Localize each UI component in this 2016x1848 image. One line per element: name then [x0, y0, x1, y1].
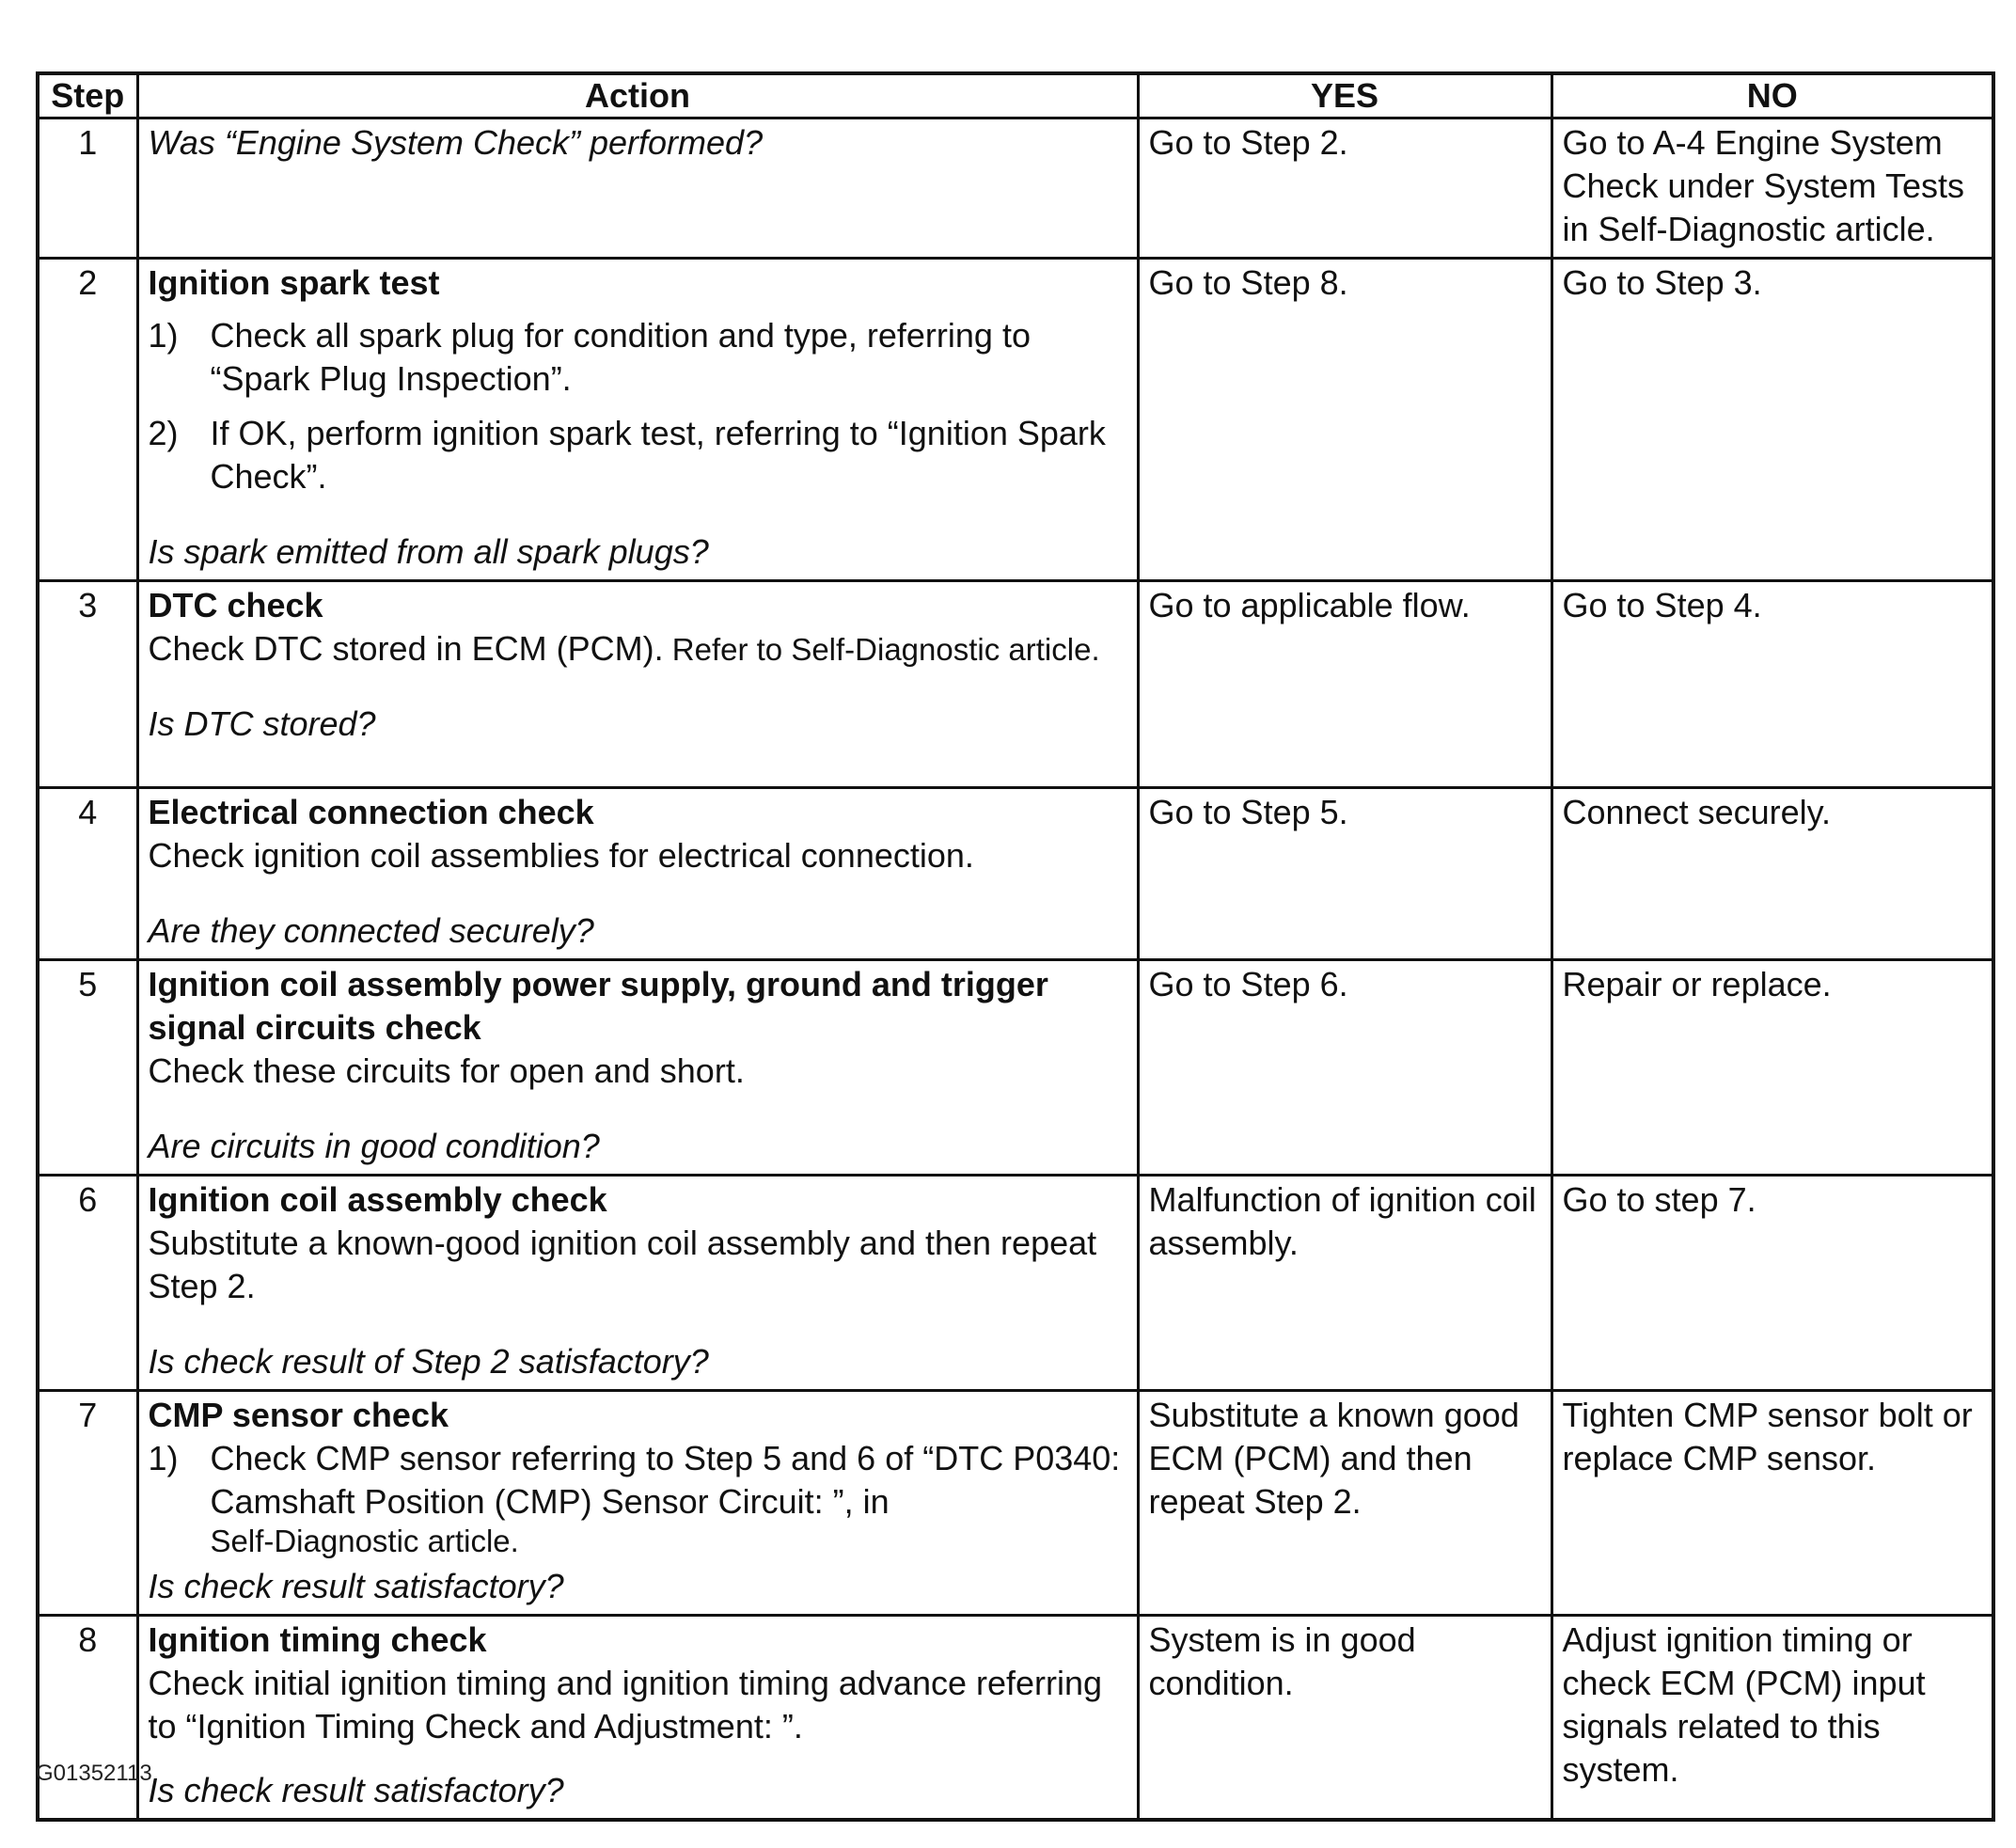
- header-step: Step: [38, 73, 137, 118]
- substep-number: 1): [148, 1439, 179, 1477]
- yes-cell: Go to Step 5.: [1138, 788, 1551, 960]
- action-substeps: [149, 1437, 1127, 1559]
- action-substeps: [149, 314, 1127, 498]
- action-question: Is check result satisfactory?: [148, 1567, 564, 1605]
- step-number: 1: [38, 118, 137, 259]
- no-cell: Go to Step 4.: [1551, 581, 1993, 788]
- table-row-step-4: [38, 788, 1993, 960]
- yes-cell: System is in good condition.: [1138, 1616, 1551, 1821]
- action-question: Is DTC stored?: [148, 704, 376, 743]
- table-row-step-8: [38, 1616, 1993, 1821]
- substep-number: 2): [148, 414, 179, 452]
- action-cell: [137, 581, 1138, 788]
- action-description: Check these circuits for open and short.: [148, 1051, 745, 1090]
- substep-number: 1): [148, 316, 179, 355]
- header-row: [38, 73, 1993, 118]
- no-cell: Tighten CMP sensor bolt or replace CMP sensor.: [1551, 1391, 1993, 1616]
- diagnostic-sheet: [36, 71, 1992, 1822]
- step-number: 6: [38, 1176, 137, 1391]
- yes-cell: Go to Step 8.: [1138, 259, 1551, 581]
- step-number: 7: [38, 1391, 137, 1616]
- substep-item: [149, 412, 1127, 498]
- table-row-step-1: [38, 118, 1993, 259]
- action-title: Ignition timing check: [148, 1620, 487, 1659]
- no-cell: Go to Step 3.: [1551, 259, 1993, 581]
- step-number: 2: [38, 259, 137, 581]
- substep-text: If OK, perform ignition spark test, referring to “Ignition Spark Check”.: [210, 414, 1106, 496]
- action-cell: [137, 259, 1138, 581]
- substep-text: Check all spark plug for condition and type, referring to “Spark Plug Inspection”.: [210, 316, 1031, 398]
- action-title: Electrical connection check: [148, 793, 594, 831]
- table-row-step-3: [38, 581, 1993, 788]
- figure-id: G01352113: [36, 1761, 152, 1786]
- action-question: Are circuits in good condition?: [148, 1127, 600, 1165]
- diagnostic-table: [36, 71, 1995, 1822]
- table-row-step-5: [38, 960, 1993, 1176]
- yes-cell: Go to applicable flow.: [1138, 581, 1551, 788]
- yes-cell: Go to Step 6.: [1138, 960, 1551, 1176]
- table-row-step-6: [38, 1176, 1993, 1391]
- action-question: Was “Engine System Check” performed?: [148, 123, 764, 162]
- no-cell: Connect securely.: [1551, 788, 1993, 960]
- action-title: Ignition spark test: [148, 263, 440, 302]
- action-question: Are they connected securely?: [148, 911, 594, 950]
- action-cell: [137, 118, 1138, 259]
- action-question: Is check result satisfactory?: [148, 1771, 564, 1809]
- action-title: Ignition coil assembly check: [148, 1180, 607, 1219]
- yes-cell: Substitute a known good ECM (PCM) and then repeat Step 2.: [1138, 1391, 1551, 1616]
- table-row-step-2: [38, 259, 1993, 581]
- action-cell: [137, 960, 1138, 1176]
- step-number: 3: [38, 581, 137, 788]
- action-title: CMP sensor check: [148, 1396, 449, 1434]
- action-cell: [137, 788, 1138, 960]
- table-row-step-7: [38, 1391, 1993, 1616]
- yes-cell: Malfunction of ignition coil assembly.: [1138, 1176, 1551, 1391]
- description-main: Check DTC stored in ECM (PCM).: [148, 629, 664, 668]
- substep-reference: Self-Diagnostic article.: [210, 1524, 519, 1558]
- action-cell: [137, 1176, 1138, 1391]
- substep-item: [149, 1437, 1127, 1559]
- action-question: Is spark emitted from all spark plugs?: [148, 532, 709, 571]
- substep-item: [149, 314, 1127, 401]
- action-cell: [137, 1616, 1138, 1821]
- description-reference: Refer to Self-Diagnostic article.: [663, 632, 1100, 667]
- action-description: Check initial ignition timing and ignition timing advance referring to “Ignition Timing Check and Adjustment: ”.: [148, 1664, 1103, 1745]
- no-cell: Repair or replace.: [1551, 960, 1993, 1176]
- action-title: Ignition coil assembly power supply, ground and trigger signal circuits check: [148, 965, 1048, 1047]
- action-title: DTC check: [148, 586, 323, 624]
- action-description: Substitute a known-good ignition coil assembly and then repeat Step 2.: [148, 1224, 1097, 1305]
- step-number: 5: [38, 960, 137, 1176]
- step-number: 4: [38, 788, 137, 960]
- action-description: [149, 627, 1127, 671]
- header-no: NO: [1551, 73, 1993, 118]
- no-cell: Go to step 7.: [1551, 1176, 1993, 1391]
- header-yes: YES: [1138, 73, 1551, 118]
- header-action: Action: [137, 73, 1138, 118]
- step-number: 8: [38, 1616, 137, 1821]
- action-description: Check ignition coil assemblies for electrical connection.: [148, 836, 974, 875]
- action-cell: [137, 1391, 1138, 1616]
- action-question: Is check result of Step 2 satisfactory?: [148, 1342, 709, 1381]
- yes-cell: Go to Step 2.: [1138, 118, 1551, 259]
- substep-text: Check CMP sensor referring to Step 5 and 6 of “DTC P0340: Camshaft Position (CMP) Sensor Circuit: ”, in: [210, 1439, 1121, 1521]
- no-cell: Go to A-4 Engine System Check under System Tests in Self-Diagnostic article.: [1551, 118, 1993, 259]
- no-cell: Adjust ignition timing or check ECM (PCM) input signals related to this system.: [1551, 1616, 1993, 1821]
